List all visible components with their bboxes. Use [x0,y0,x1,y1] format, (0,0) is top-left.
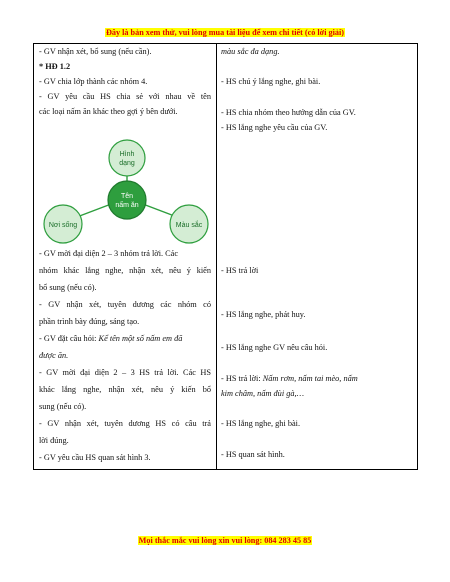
text-line: - HS trả lời [221,266,259,275]
text-line: - HS quan sát hình. [221,450,285,459]
text-line: - HS lắng nghe GV nêu câu hỏi. [221,343,328,352]
node-center-label-1: Tên [120,193,134,200]
node-top [109,140,145,176]
text-line: sung (nếu có). [39,402,87,411]
text-line: màu sắc đa dạng. [221,47,280,56]
lesson-table [33,43,418,470]
text-line: nhóm khác lắng nghe, nhận xét, nêu ý kiến [39,266,211,275]
text-line: - HS chia nhóm theo hướng dẫn của GV. [221,108,356,117]
answer-text: Nấm rơm, nấm tai mèo, nấm [262,374,358,383]
text-line: - GV chia lớp thành các nhóm 4. [39,77,148,86]
text-line: - HS lắng nghe yêu cầu của GV. [221,123,328,132]
contact-banner [0,536,450,545]
text-line: - HS lắng nghe, phát huy. [221,310,306,319]
text-line: - GV mời đại diện 2 – 3 nhóm trả lời. Các [39,249,179,258]
text-line: lời đúng. [39,436,69,445]
question-line [39,333,182,344]
text-line: - GV yêu cầu HS chia sẻ với nhau về tên [39,92,211,101]
question-text-cont: được ăn. [39,351,69,360]
node-left [44,205,82,243]
text-line: - GV nhận xét, bổ sung (nếu cần). [39,47,152,56]
question-text: Kể tên một số nấm em đã [98,334,183,343]
column-divider [216,44,217,469]
text-line: - GV nhận xét, tuyên dương HS có câu trả [39,419,211,428]
answer-text-cont: kim châm, nấm đùi gà,… [221,389,304,398]
node-right-label: Màu sắc [175,222,203,229]
text-line: phần trình bày đúng, sáng tạo. [39,317,140,326]
node-top-label-2: dạng [119,160,135,167]
contact-banner-text: Mọi thắc mắc vui lòng xin vui lòng: 084 283 45 85 [138,536,312,545]
answer-line [221,373,358,384]
node-center [108,181,146,219]
preview-banner [0,28,450,37]
question-prefix: - GV đặt câu hỏi: [39,334,99,343]
text-line: - HS chú ý lắng nghe, ghi bài. [221,77,321,86]
node-right [170,205,208,243]
text-line: khác lắng nghe, nhận xét, nêu ý kiến bổ [39,385,211,394]
node-top-label-1: Hình [119,151,135,158]
text-line: - GV yêu cầu HS quan sát hình 3. [39,453,151,462]
text-line: - GV mời đại diện 2 – 3 HS trả lời. Các HS [39,368,211,377]
node-center-label-2: nấm ăn [115,202,139,209]
activity-heading: * HĐ 1.2 [39,62,71,71]
node-left-label: Nơi sống [48,222,78,229]
text-line: bổ sung (nếu có). [39,283,97,292]
text-line: - HS lắng nghe, ghi bài. [221,419,301,428]
mushroom-mind-map [39,138,211,250]
answer-prefix: - HS trả lời: [221,374,263,383]
text-line: các loại nấm ăn khác theo gợi ý bên dưới. [39,107,178,116]
preview-banner-text: Đây là bản xem thử, vui lòng mua tài liệu để xem chi tiết (có lời giải) [105,28,344,37]
text-line: - GV nhận xét, tuyên dương các nhóm có [39,300,211,309]
